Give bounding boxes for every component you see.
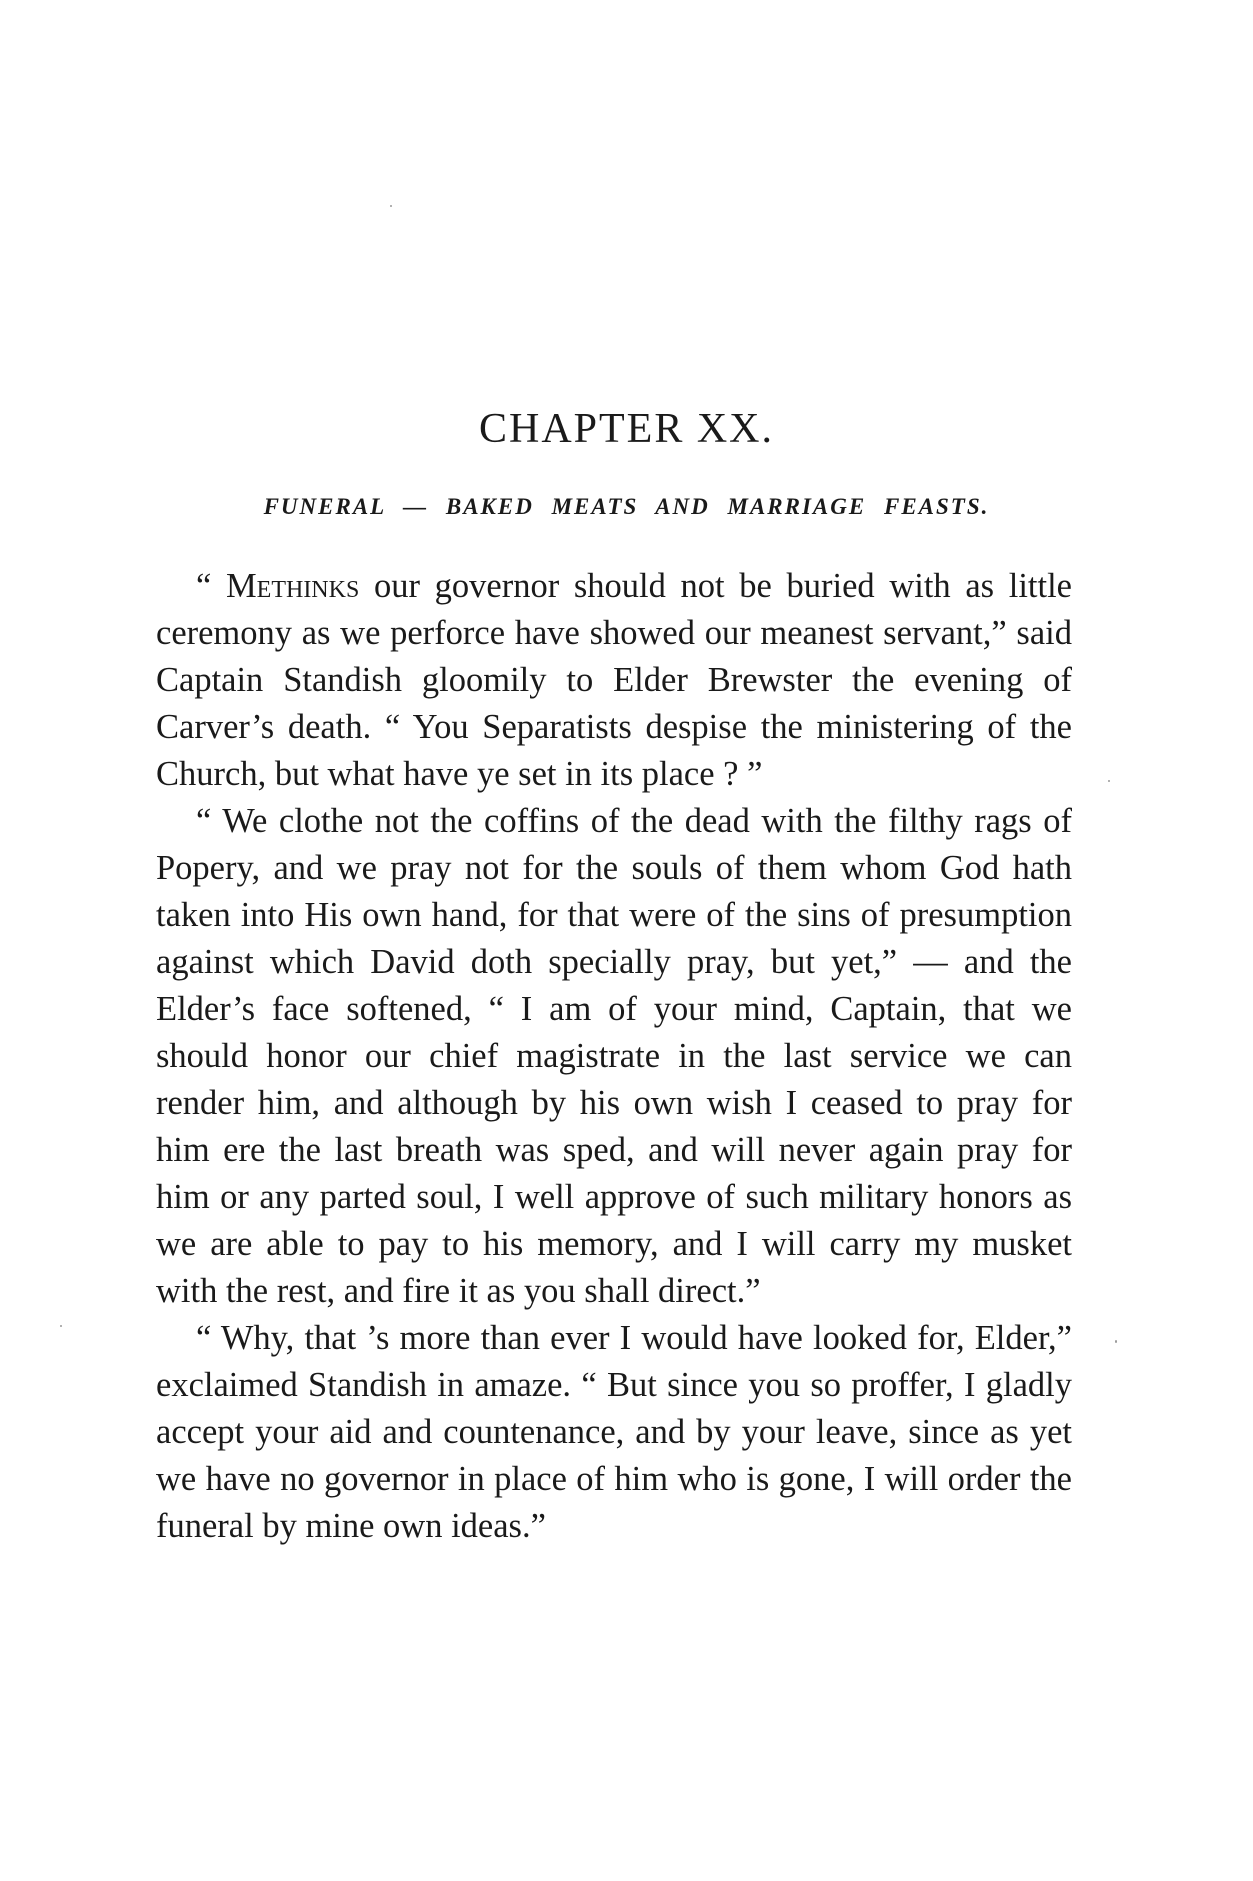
paper-speck [1115, 1340, 1117, 1343]
paragraph-3: “ Why, that ’s more than ever I would have looked for, Elder,” exclaimed Standish in amaze. “ But since you so proffer, I gladly accept your aid and countenance, and by your leave, since as yet we have no governor in place of him who is gone, I will order the funeral by mine own ideas.” [156, 1319, 1072, 1545]
paragraph-lead-word: Methinks [225, 567, 360, 605]
paragraph-1 [156, 563, 1072, 798]
chapter-body [156, 563, 1072, 1550]
chapter-title: CHAPTER XX. [478, 406, 775, 452]
paper-speck [1108, 780, 1110, 782]
chapter-subtitle: FUNERAL — BAKED MEATS AND MARRIAGE FEASTS. [263, 494, 990, 519]
paper-speck [60, 1325, 62, 1327]
opening-quote: “ [196, 567, 226, 605]
paper-speck [390, 205, 392, 207]
paragraph-1-text: our governor should not be buried with as little ceremony as we perforce have showed our meanest servant,” said Captain Standish gloomily to Elder Brewster the evening of Carver’s death. “ You Separatists despise the ministering of the Church, but what have ye set in its place ? ” [156, 567, 1072, 793]
paragraph-2: “ We clothe not the coffins of the dead with the filthy rags of Popery, and we pray not for the souls of them whom God hath taken into His own hand, for that were of the sins of presumption against which David doth specially pray, but yet,” — and the Elder’s face softened, “ I am of your mind, Captain, that we should honor our chief magistrate in the last service we can render him, and although by his own wish I ceased to pray for him ere the last breath was sped, and will never again pray for him or any parted soul, I well approve of such military honors as we are able to pay to his memory, and I will carry my musket with the rest, and fire it as you shall direct.” [156, 802, 1072, 1310]
